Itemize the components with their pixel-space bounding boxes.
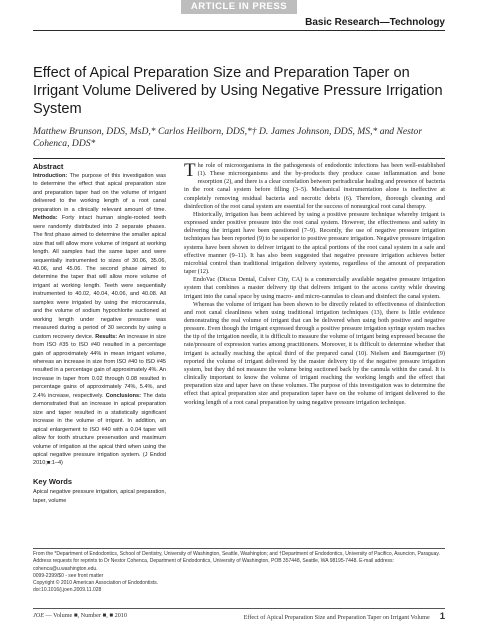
body-paragraph-3: EndoVac (Discus Dental, Culver City, CA) is a commercially available negative pressure irrigation system that combines a master delivery tip that delivers irrigant to the access cavity while drawing irrigant into the canal space by using macro- and micro-cannulas to clean and disinfect the canal system. <box>184 277 445 300</box>
conclusions-text: The data demonstrated that an increase in apical preparation size and taper resulted in a statistically significant increase in the volume of irrigant. In addition, an apical enlargement to ISO #40 with a 0.04 taper will allow for tooth structure preservation and maximum volume of irrigation at the apical third when using the apical negative pressure irrigation system. <box>33 392 166 458</box>
copyright-note: Copyright © 2010 American Association of Endodontists. <box>33 580 159 587</box>
running-footer <box>244 611 445 622</box>
abstract-body <box>33 172 166 468</box>
footnote-rule <box>33 548 445 549</box>
doi-note: doi:10.1016/j.joen.2009.11.028 <box>33 587 102 594</box>
body-paragraph-1 <box>184 162 445 211</box>
conclusions-label: Conclusions: <box>105 392 141 399</box>
journal-footer <box>33 612 127 619</box>
header-rule <box>33 158 445 159</box>
article-title: Effect of Apical Preparation Size and Preparation Taper on Irrigant Volume Delivered by Using Negative Pressure Irrigation System <box>33 65 443 118</box>
methods-text: Forty intact human single-rooted teeth were randomly distributed into 2 separate phases. The first phase aimed to determine the smaller apical size that will allow more volume of irrigant at working length. All samples had the same taper and were sequentially instrumented to sizes of 30.06, 35.06, 40.06, and 45.06. The second phase aimed to determine the taper that will allow more volume of irrigant at working length. Teeth were sequentially instrumented to 40.02, 40.04, 40.06, and 40.08. All samples were irrigated by using the microcannula, and the volume of sodium hypochlorite suctioned at working length under negative pressure was measured during a period of 30 seconds by using a custom recovery device. <box>33 215 166 340</box>
section-label: Basic Research—Technology <box>305 17 445 28</box>
keywords-heading: Key Words <box>33 476 73 486</box>
top-rule <box>33 30 445 31</box>
body-paragraph-2: Historically, irrigation has been achieved by using a positive pressure technique whereby irrigant is expressed under positive pressure into the root canal system. However, the effectiveness and safety in delivering the irrigant have been questioned (7–9). Recently, the use of negative pressure irrigation techniques has been reported (9) to be superior to positive pressure irrigation. Negative pressure irrigation systems have been shown to deliver irrigant to the apical portions of the root canal system in a safe and effective manner (9–11). It has also been suggested that negative pressure irrigation achieves better microbial control than traditional irrigation delivery systems, regardless of the amount of preparation taper (12). <box>184 211 445 276</box>
methods-label: Methods: <box>33 215 58 222</box>
affiliation-note: From the *Department of Endodontics, School of Dentistry, University of Washington, Seattle, Washington; and †Department of Endodontics, University of Pacifico, Asuncion, Paraguay. <box>33 551 440 557</box>
running-title: Effect of Apical Preparation Size and Preparation Taper on Irrigant Volume <box>243 614 430 621</box>
results-text: An increase in size from ISO #35 to ISO #40 resulted in a percentage gain of approximately 44% in mean irrigant volume, whereas an increase in size from ISO #40 to ISO #45 resulted in a percentage gain of approximately 4%. An increase in taper from 0.02 through 0.08 resulted in percentage gains of approximately 74%, 5.4%, and 2.4% increase, respectively. <box>33 333 166 399</box>
keywords-text: Apical negative pressure irrigation, apical preparation, taper, volume <box>33 489 166 504</box>
issn-note: 0099-2399/$0 - see front matter <box>33 572 104 579</box>
footer-rule <box>33 608 445 609</box>
drop-cap: T <box>184 160 196 181</box>
abstract-heading: Abstract <box>33 162 64 171</box>
intro-label: Introduction: <box>33 173 68 179</box>
reprint-address: Address requests for reprints to Dr Nestor Cohenca, Department of Endodontics, University of Washington, POB 357448, Seattle, WA 98195-7448. E-mail address: cohenca@u.washington.edu. <box>33 558 394 572</box>
results-label: Results: <box>95 333 118 340</box>
body-paragraph-4: Whereas the volume of irrigant has been shown to be directly related to effectiveness of disinfection and root canal cleanliness when using traditional irrigation techniques (13), there is little evidence demonstrating the real volume of irrigant that can be delivered when using both positive and negative pressure. Even though the irrigant expressed through a positive pressure irrigation syringe system reaches the tip of the irrigation needle, it is difficult to measure the volume of irrigant being expressed because the rate/pressure of expression varies among practitioners. Moreover, it is difficult to determine whether that irrigant is actually reaching the apical third of the prepared canal (10). Nielsen and Baumgartner (9) reported the volume of irrigant delivered by the master delivery tip of the negative pressure irrigation system, but they did not measure the volume being suctioned back by the cannula within the canal. It is clinically important to know the volume of irrigant reaching the working length and the effect that preparation size and taper have on these volumes. The purpose of this investigation was to determine the effect that apical preparation size and preparation taper have on the volume of irrigant delivered to the working length of a root canal preparation by using negative pressure irrigation technique. <box>184 301 445 406</box>
volume-info: — Volume ■, Number ■, ■ 2010 <box>45 612 127 619</box>
footnotes <box>33 551 445 595</box>
abstract-citation: (J Endod 2010;■:1–4) <box>33 451 167 467</box>
body-paragraph-1-text: he role of microorganisms in the pathogenesis of endodontic infections has been well-established (1). These microorganisms and the by-products they produce cause inflammation and bone resorption (2), and there is a clear correlation between periradicular healing and presence of bacteria in the root canal system before filling (3–5). Mechanical instrumentation alone is ineffective at completely removing residual bacteria and necrotic debris (6). Therefore, thorough cleaning and disinfection of the root canal system are essential for the success of nonsurgical root canal therapy. <box>184 163 445 210</box>
abstract-column <box>33 162 166 505</box>
author-list: Matthew Brunson, DDS, MsD,* Carlos Heilborn, DDS,*† D. James Johnson, DDS, MS,* and Nestor Cohenca, DDS* <box>33 126 423 149</box>
journal-abbrev: JOE <box>33 612 44 619</box>
article-in-press-banner <box>0 0 478 14</box>
page-number: 1 <box>439 611 445 622</box>
intro-text: The purpose of this investigation was to determine the effect that apical preparation size and preparation taper had on the volume of irrigant delivered to the working length of a root canal preparation in a clinically relevant amount of time. <box>33 173 166 213</box>
banner-text: ARTICLE IN PRESS <box>181 0 297 14</box>
article-body <box>184 162 445 407</box>
